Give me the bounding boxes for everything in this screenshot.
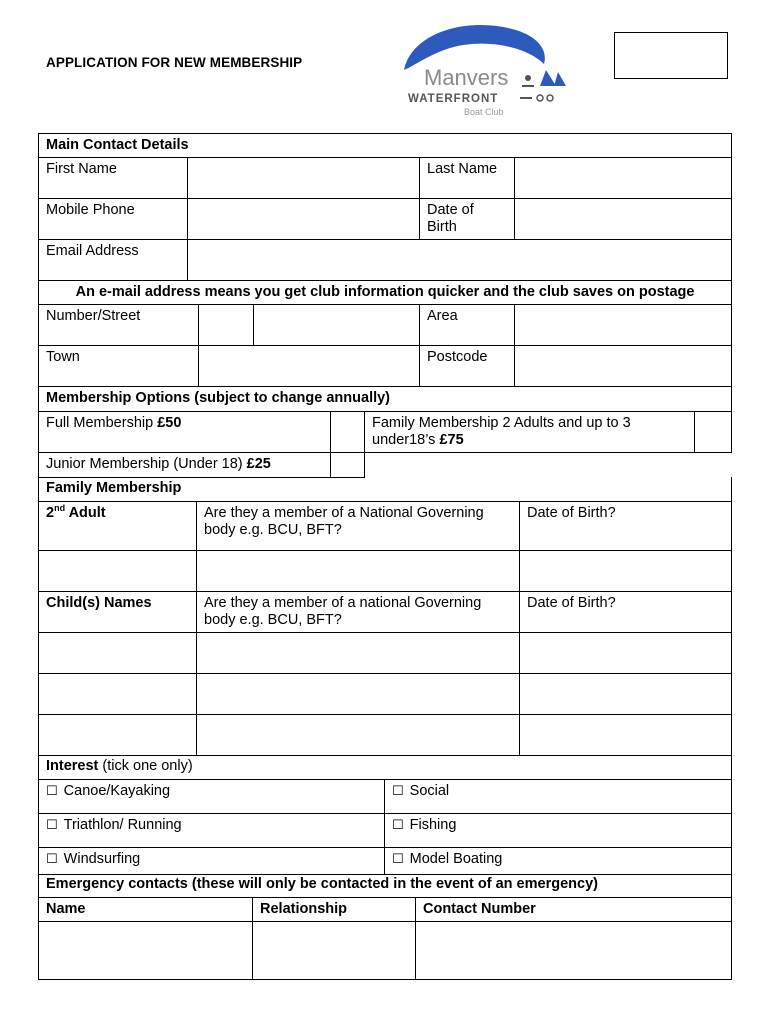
last-name-field[interactable] xyxy=(515,158,732,199)
governing-body-question-child: Are they a member of a national Governing body e.g. BCU, BFT? xyxy=(197,591,520,632)
checkbox-icon[interactable]: ☐ xyxy=(392,783,404,799)
dob-field[interactable] xyxy=(515,199,732,240)
family-membership-label: Family Membership 2 Adults and up to 3 under18’s £75 xyxy=(365,411,695,452)
family-heading: Family Membership xyxy=(39,477,732,501)
membership-heading: Membership Options (subject to change annually) xyxy=(39,387,732,411)
town-label: Town xyxy=(39,346,199,387)
interest-heading: Interest (tick one only) xyxy=(39,755,732,779)
emergency-contact-field[interactable] xyxy=(416,921,732,979)
street-label: Number/Street xyxy=(39,305,199,346)
blank-cell xyxy=(365,452,732,477)
checkbox-icon[interactable]: ☐ xyxy=(46,851,58,867)
family-table xyxy=(38,477,732,756)
child-2-dob-field[interactable] xyxy=(520,673,732,714)
interest-model-boating[interactable]: ☐ Model Boating xyxy=(385,847,732,874)
emergency-relationship-field[interactable] xyxy=(253,921,416,979)
emergency-col-contact: Contact Number xyxy=(416,897,732,921)
logo-text-boat-club: Boat Club xyxy=(464,107,504,117)
second-adult-name-field[interactable] xyxy=(39,550,197,591)
email-note: An e-mail address means you get club information quicker and the club saves on postage xyxy=(39,281,732,305)
club-logo xyxy=(398,20,570,120)
form-title: APPLICATION FOR NEW MEMBERSHIP xyxy=(46,55,303,70)
postcode-label: Postcode xyxy=(420,346,515,387)
area-field[interactable] xyxy=(515,305,732,346)
first-name-label: First Name xyxy=(39,158,188,199)
last-name-label: Last Name xyxy=(420,158,515,199)
office-use-box xyxy=(614,32,728,79)
contact-heading: Main Contact Details xyxy=(39,134,732,158)
checkbox-icon[interactable]: ☐ xyxy=(392,817,404,833)
junior-membership-tick[interactable] xyxy=(331,452,365,477)
emergency-col-name: Name xyxy=(39,897,253,921)
second-adult-dob-field[interactable] xyxy=(520,550,732,591)
adult-dob-question: Date of Birth? xyxy=(520,501,732,550)
street-field-a[interactable] xyxy=(199,305,254,346)
interest-canoe[interactable]: ☐ Canoe/Kayaking xyxy=(39,779,385,813)
child-dob-question: Date of Birth? xyxy=(520,591,732,632)
checkbox-icon[interactable]: ☐ xyxy=(46,817,58,833)
emergency-table xyxy=(38,873,732,980)
dob-label: Date of Birth xyxy=(420,199,515,240)
child-3-dob-field[interactable] xyxy=(520,714,732,755)
child-3-governing-field[interactable] xyxy=(197,714,520,755)
children-label: Child(s) Names xyxy=(39,591,197,632)
second-adult-governing-field[interactable] xyxy=(197,550,520,591)
logo-text-manvers: Manvers xyxy=(424,65,509,90)
interest-social[interactable]: ☐ Social xyxy=(385,779,732,813)
governing-body-question-adult: Are they a member of a National Governing body e.g. BCU, BFT? xyxy=(197,501,520,550)
email-field[interactable] xyxy=(188,240,732,281)
postcode-field[interactable] xyxy=(515,346,732,387)
interest-table xyxy=(38,755,732,875)
interest-fishing[interactable]: ☐ Fishing xyxy=(385,813,732,847)
child-1-governing-field[interactable] xyxy=(197,632,520,673)
interest-triathlon[interactable]: ☐ Triathlon/ Running xyxy=(39,813,385,847)
interest-windsurfing[interactable]: ☐ Windsurfing xyxy=(39,847,385,874)
contact-table xyxy=(38,133,732,387)
street-field-b[interactable] xyxy=(254,305,420,346)
child-2-governing-field[interactable] xyxy=(197,673,520,714)
membership-table xyxy=(38,387,732,478)
second-adult-label: 2nd Adult xyxy=(39,501,197,550)
child-2-name-field[interactable] xyxy=(39,673,197,714)
full-membership-label: Full Membership £50 xyxy=(39,411,331,452)
emergency-col-relationship: Relationship xyxy=(253,897,416,921)
first-name-field[interactable] xyxy=(188,158,420,199)
logo-text-waterfront: WATERFRONT xyxy=(408,93,499,105)
junior-membership-label: Junior Membership (Under 18) £25 xyxy=(39,452,331,477)
child-3-name-field[interactable] xyxy=(39,714,197,755)
email-label: Email Address xyxy=(39,240,188,281)
family-membership-tick[interactable] xyxy=(695,411,732,452)
checkbox-icon[interactable]: ☐ xyxy=(46,783,58,799)
mobile-field[interactable] xyxy=(188,199,420,240)
emergency-heading: Emergency contacts (these will only be contacted in the event of an emergency) xyxy=(39,873,732,897)
mobile-label: Mobile Phone xyxy=(39,199,188,240)
area-label: Area xyxy=(420,305,515,346)
child-1-dob-field[interactable] xyxy=(520,632,732,673)
full-membership-tick[interactable] xyxy=(331,411,365,452)
town-field[interactable] xyxy=(199,346,420,387)
child-1-name-field[interactable] xyxy=(39,632,197,673)
checkbox-icon[interactable]: ☐ xyxy=(392,851,404,867)
sports-figures-icon xyxy=(518,68,568,108)
emergency-name-field[interactable] xyxy=(39,921,253,979)
